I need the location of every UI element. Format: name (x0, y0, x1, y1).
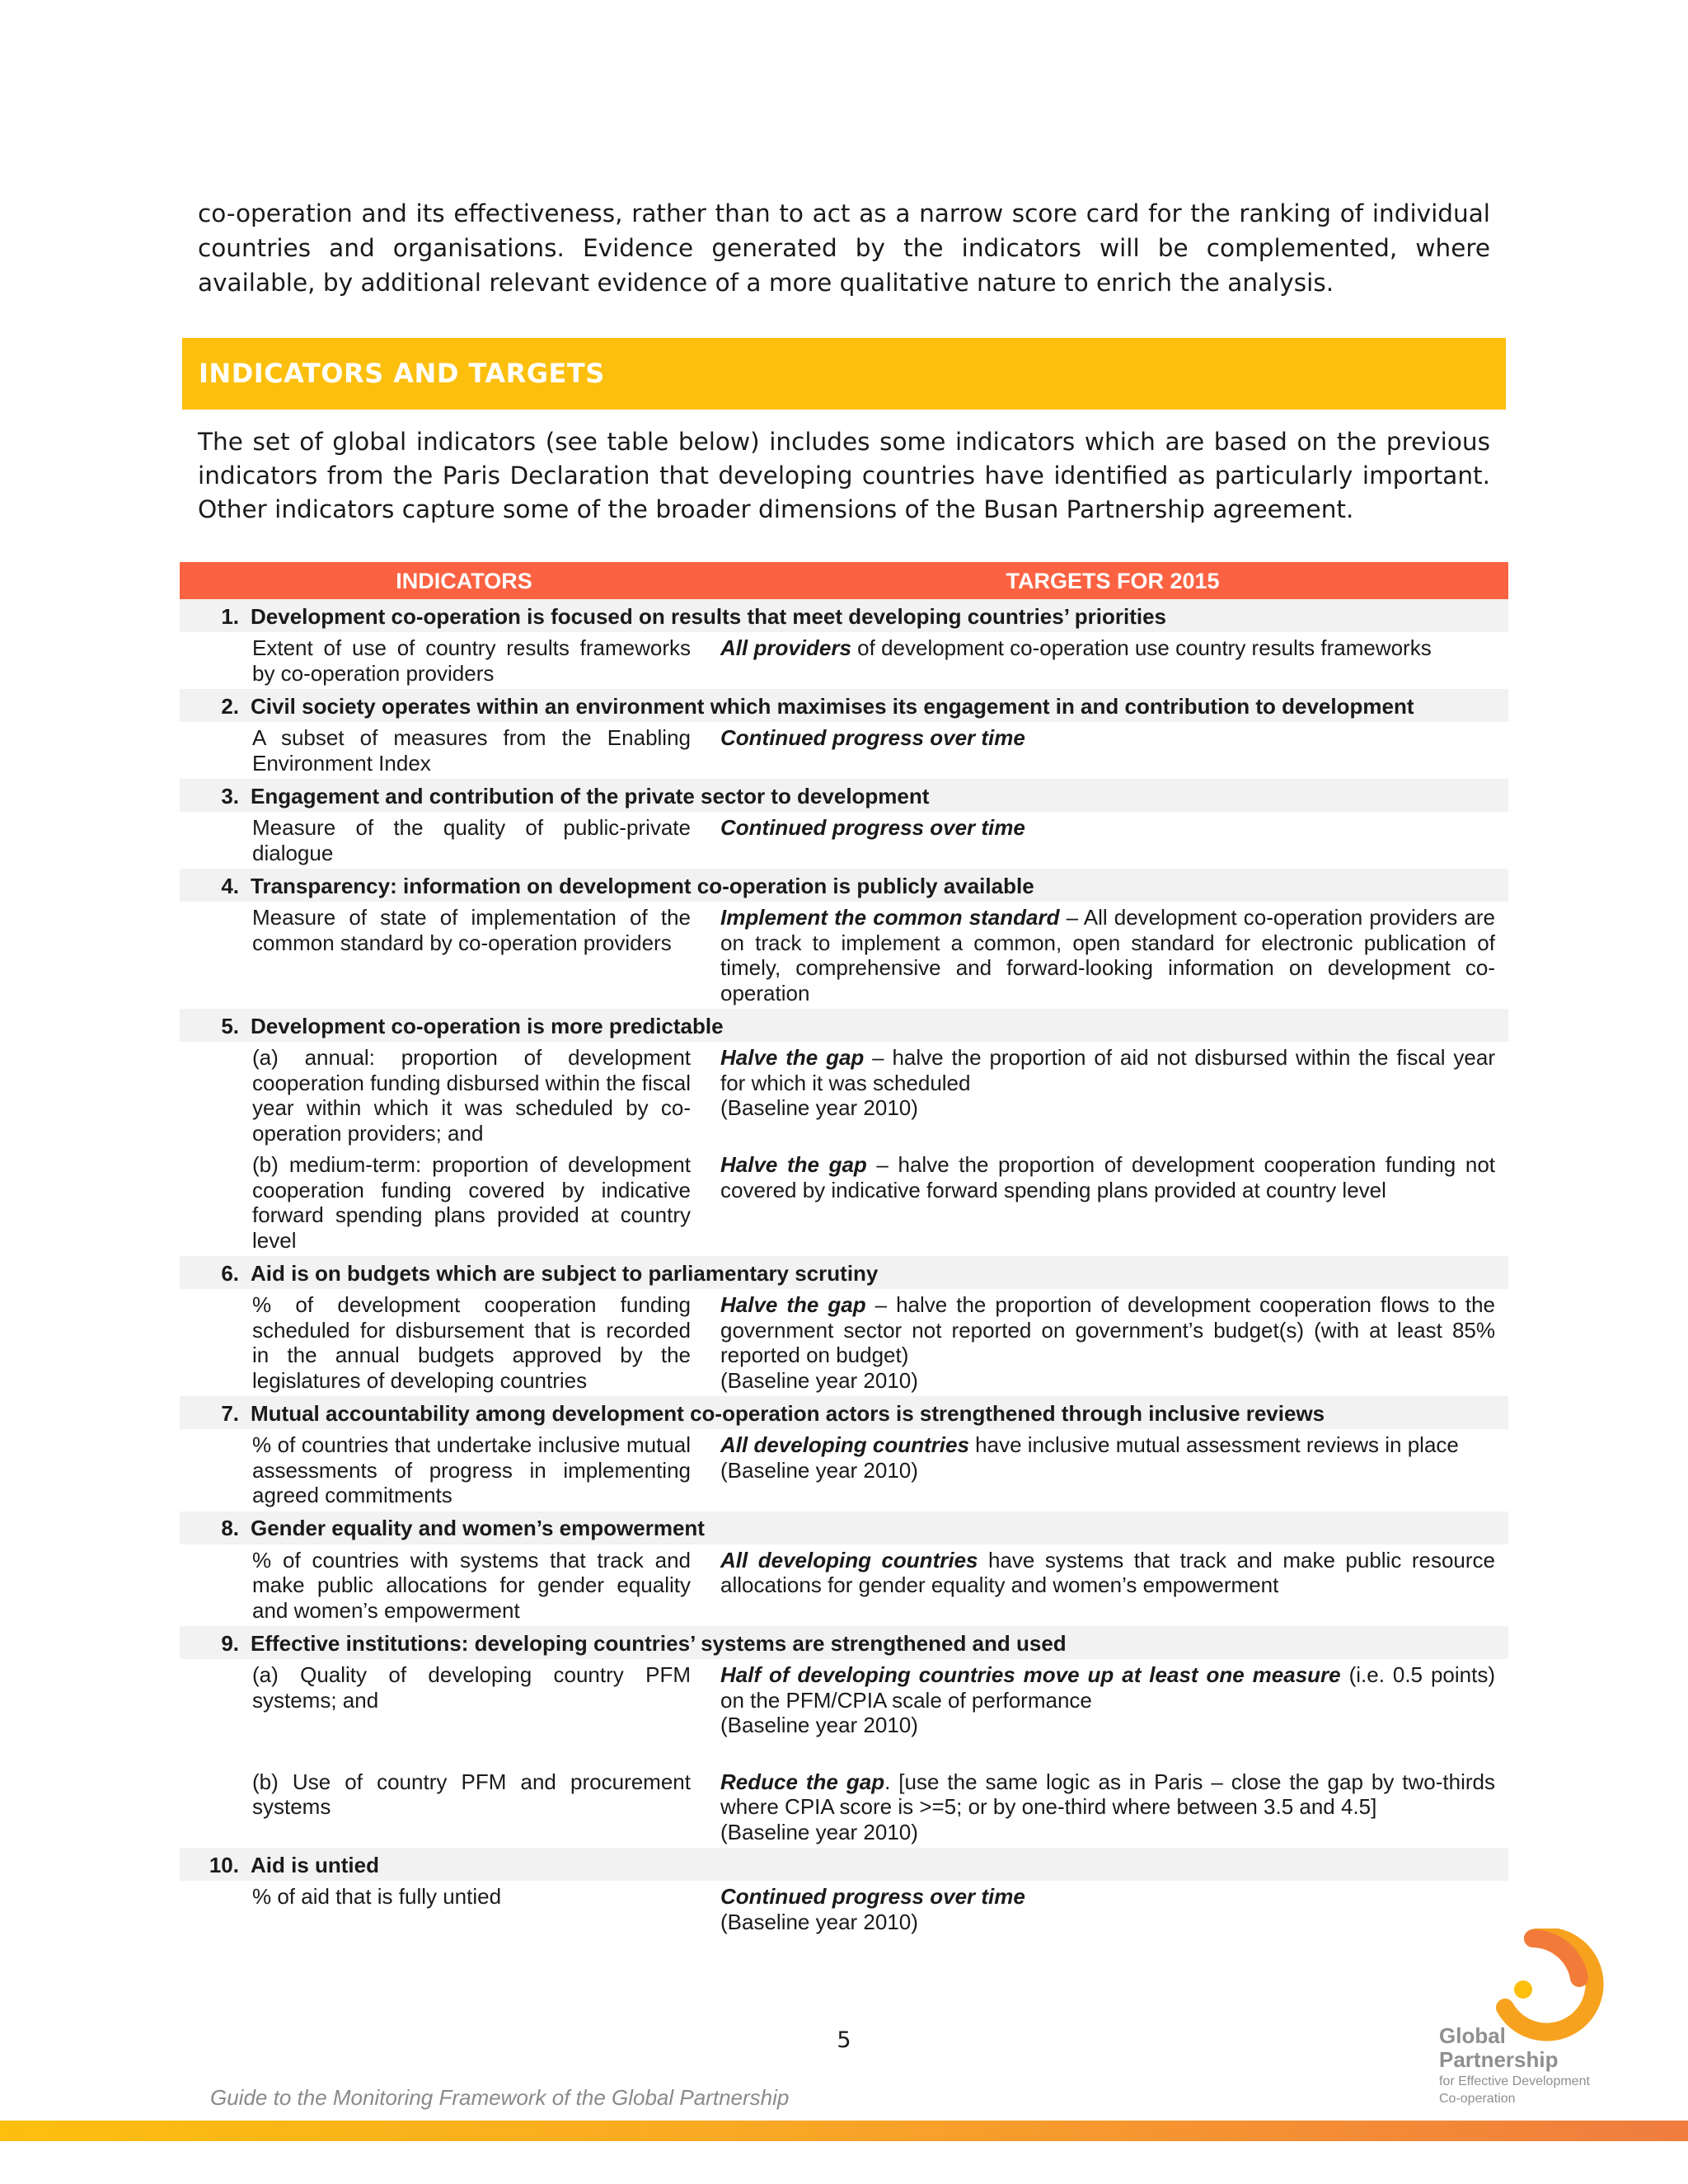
indicator-title: Engagement and contribution of the private sector to development (251, 783, 930, 808)
indicator-number: 3. (221, 783, 239, 808)
target-lead: Halve the gap (720, 1292, 866, 1317)
baseline-note: (Baseline year 2010) (720, 1457, 918, 1483)
footer-gradient-bar (0, 2121, 1688, 2141)
target-description (720, 1662, 1495, 1738)
target-text: – halve the proportion of aid not disbursed within the fiscal year for which it was scheduled (720, 1045, 1495, 1095)
indicator-row (180, 1396, 1508, 1429)
measure-description: Extent of use of country results frameworks by co-operation providers (252, 635, 691, 686)
indicator-row (180, 779, 1508, 812)
indicator-number: 1. (221, 603, 239, 629)
baseline-note: (Baseline year 2010) (720, 1367, 918, 1393)
measure-description: % of development cooperation funding scheduled for disbursement that is recorded in the annual budgets approved by the legislatures of developing countries (252, 1292, 691, 1393)
indicator-row (180, 1848, 1508, 1881)
indicator-title: Transparency: information on development co-operation is publicly available (251, 873, 1034, 898)
target-lead: All developing countries (720, 1547, 978, 1572)
indicator-title: Gender equality and women’s empowerment (251, 1516, 705, 1541)
footer-title: Guide to the Monitoring Framework of the Global Partnership (210, 2085, 790, 2110)
target-description (720, 635, 1495, 686)
table-header (180, 562, 1508, 599)
indicator-title: Mutual accountability among development co-operation actors is strengthened through inclusive reviews (251, 1400, 1325, 1426)
target-description (720, 1045, 1495, 1146)
target-description (720, 815, 1495, 865)
target-lead: Reduce the gap (720, 1769, 885, 1794)
measure-row (180, 722, 1508, 779)
target-lead: Half of developing countries move up at least one measure (720, 1662, 1341, 1687)
target-description (720, 905, 1495, 1005)
measure-description: Measure of the quality of public-private dialogue (252, 815, 691, 865)
target-text: of development co-operation use country results frameworks (851, 635, 1432, 660)
measure-description: % of countries with systems that track and make public allocations for gender equality and women’s empowerment (252, 1547, 691, 1623)
measure-row (180, 1659, 1508, 1741)
target-text: – All development co-operation providers are on track to implement a common, open standard for electronic publication of timely, comprehensive and forward-looking information on development co-operation (720, 905, 1495, 1005)
indicator-title: Development co-operation is more predictable (251, 1013, 724, 1038)
measure-row (180, 812, 1508, 869)
logo-line-1: Global (1439, 2023, 1506, 2048)
logo-line-2: Partnership (1439, 2047, 1559, 2072)
target-text: have inclusive mutual assessment reviews in place (968, 1432, 1459, 1457)
section-title: INDICATORS AND TARGETS (199, 358, 605, 389)
indicator-title: Civil society operates within an environment which maximises its engagement in and contribution to development (251, 693, 1414, 719)
target-lead: Implement the common standard (720, 905, 1060, 930)
measure-description: (a) annual: proportion of development cooperation funding disbursed within the fiscal year within which it was scheduled by co-operation providers; and (252, 1045, 691, 1146)
target-lead: Halve the gap (720, 1045, 865, 1070)
indicator-number: 9. (221, 1630, 239, 1656)
indicator-number: 2. (221, 693, 239, 719)
measure-description: (b) Use of country PFM and procurement systems (252, 1769, 691, 1819)
indicator-title: Aid is on budgets which are subject to parliamentary scrutiny (251, 1260, 879, 1286)
indicators-table (180, 562, 1508, 1938)
baseline-note: (Baseline year 2010) (720, 1095, 918, 1120)
indicator-number: 5. (221, 1013, 239, 1038)
measure-row (180, 1544, 1508, 1627)
measure-description: Measure of state of implementation of the common standard by co-operation providers (252, 905, 691, 955)
measure-description: A subset of measures from the Enabling Environment Index (252, 725, 691, 776)
measure-row (180, 1881, 1508, 1938)
target-text: – halve the proportion of development cooperation flows to the government sector not reported on government’s budget(s) (with at least 85% reported on budget) (720, 1292, 1495, 1367)
target-description (720, 1292, 1495, 1393)
indicator-row (180, 1511, 1508, 1544)
indicator-title: Effective institutions: developing countries’ systems are strengthened and used (251, 1630, 1067, 1656)
indicator-row (180, 1626, 1508, 1659)
indicator-number: 7. (221, 1400, 239, 1426)
target-text: – halve the proportion of development cooperation funding not covered by indicative forward spending plans provided at country level (720, 1152, 1495, 1202)
target-description (720, 1884, 1495, 1934)
measure-description: % of aid that is fully untied (252, 1884, 502, 1909)
target-description (720, 1432, 1495, 1508)
target-lead: Continued progress over time (720, 725, 1025, 750)
logo-line-3: for Effective Development (1439, 2074, 1590, 2088)
target-description (720, 1152, 1495, 1253)
target-description (720, 1769, 1495, 1845)
baseline-note: (Baseline year 2010) (720, 1909, 918, 1934)
column-header-indicators: INDICATORS (396, 569, 532, 593)
indicator-number: 6. (221, 1260, 239, 1286)
target-lead: All providers (720, 635, 851, 660)
target-lead: Halve the gap (720, 1152, 867, 1177)
indicator-row (180, 1009, 1508, 1042)
indicator-title: Development co-operation is focused on results that meet developing countries’ priorities (251, 603, 1166, 629)
indicator-row (180, 689, 1508, 722)
indicator-row (180, 869, 1508, 902)
target-description (720, 1548, 1495, 1624)
measure-description: (a) Quality of developing country PFM systems; and (252, 1662, 691, 1713)
measure-row (180, 1042, 1508, 1149)
section-header-bar (182, 338, 1506, 410)
target-lead: Continued progress over time (720, 815, 1025, 840)
logo-line-4: Co-operation (1439, 2092, 1516, 2106)
baseline-note: (Baseline year 2010) (720, 1713, 918, 1737)
target-text: . [use the same logic as in Paris – close the gap by two-thirds where CPIA score is >=5; or by one-third where between 3.5 and 4.5] (720, 1769, 1495, 1819)
measure-row (180, 1149, 1508, 1256)
baseline-note: (Baseline year 2010) (720, 1819, 918, 1844)
target-lead: Continued progress over time (720, 1884, 1025, 1909)
target-text: (i.e. 0.5 points) on the PFM/CPIA scale of performance (720, 1662, 1495, 1713)
target-lead: All developing countries (720, 1432, 969, 1457)
page-number: 5 (837, 2027, 851, 2053)
measure-row (180, 1289, 1508, 1396)
measure-row (180, 1429, 1508, 1511)
measure-row (180, 902, 1508, 1009)
indicator-row (180, 1256, 1508, 1289)
column-header-targets: TARGETS FOR 2015 (1006, 569, 1220, 593)
indicator-number: 10. (209, 1852, 239, 1877)
indicator-number: 8. (221, 1516, 239, 1541)
indicator-number: 4. (221, 873, 239, 898)
logo-wordmark (1439, 2024, 1590, 2107)
indicator-title: Aid is untied (251, 1852, 379, 1877)
measure-description: % of countries that undertake inclusive mutual assessments of progress in implementing agreed commitments (252, 1432, 691, 1507)
measure-row (180, 1766, 1508, 1849)
spacer (180, 1741, 1508, 1766)
target-description (720, 725, 1495, 776)
measure-description: (b) medium-term: proportion of development cooperation funding covered by indicative forward spending plans provided at country level (252, 1152, 691, 1253)
measure-row (180, 632, 1508, 689)
table-body (180, 599, 1508, 1938)
indicator-row (180, 599, 1508, 632)
section-paragraph: The set of global indicators (see table below) includes some indicators which are based on the previous indicators from the Paris Declaration that developing countries have identified as particularly important. Other indicators capture some of the broader dimensions of the Busan Partnership agreement. (198, 428, 1490, 523)
target-text: have systems that track and make public resource allocations for gender equality and women’s empowerment (720, 1547, 1495, 1597)
intro-paragraph: co-operation and its effectiveness, rather than to act as a narrow score card for the ranking of individual countries and organisations. Evidence generated by the indicators will be complemented, where available, by additional relevant evidence of a more qualitative nature to enrich the analysis. (198, 199, 1490, 297)
